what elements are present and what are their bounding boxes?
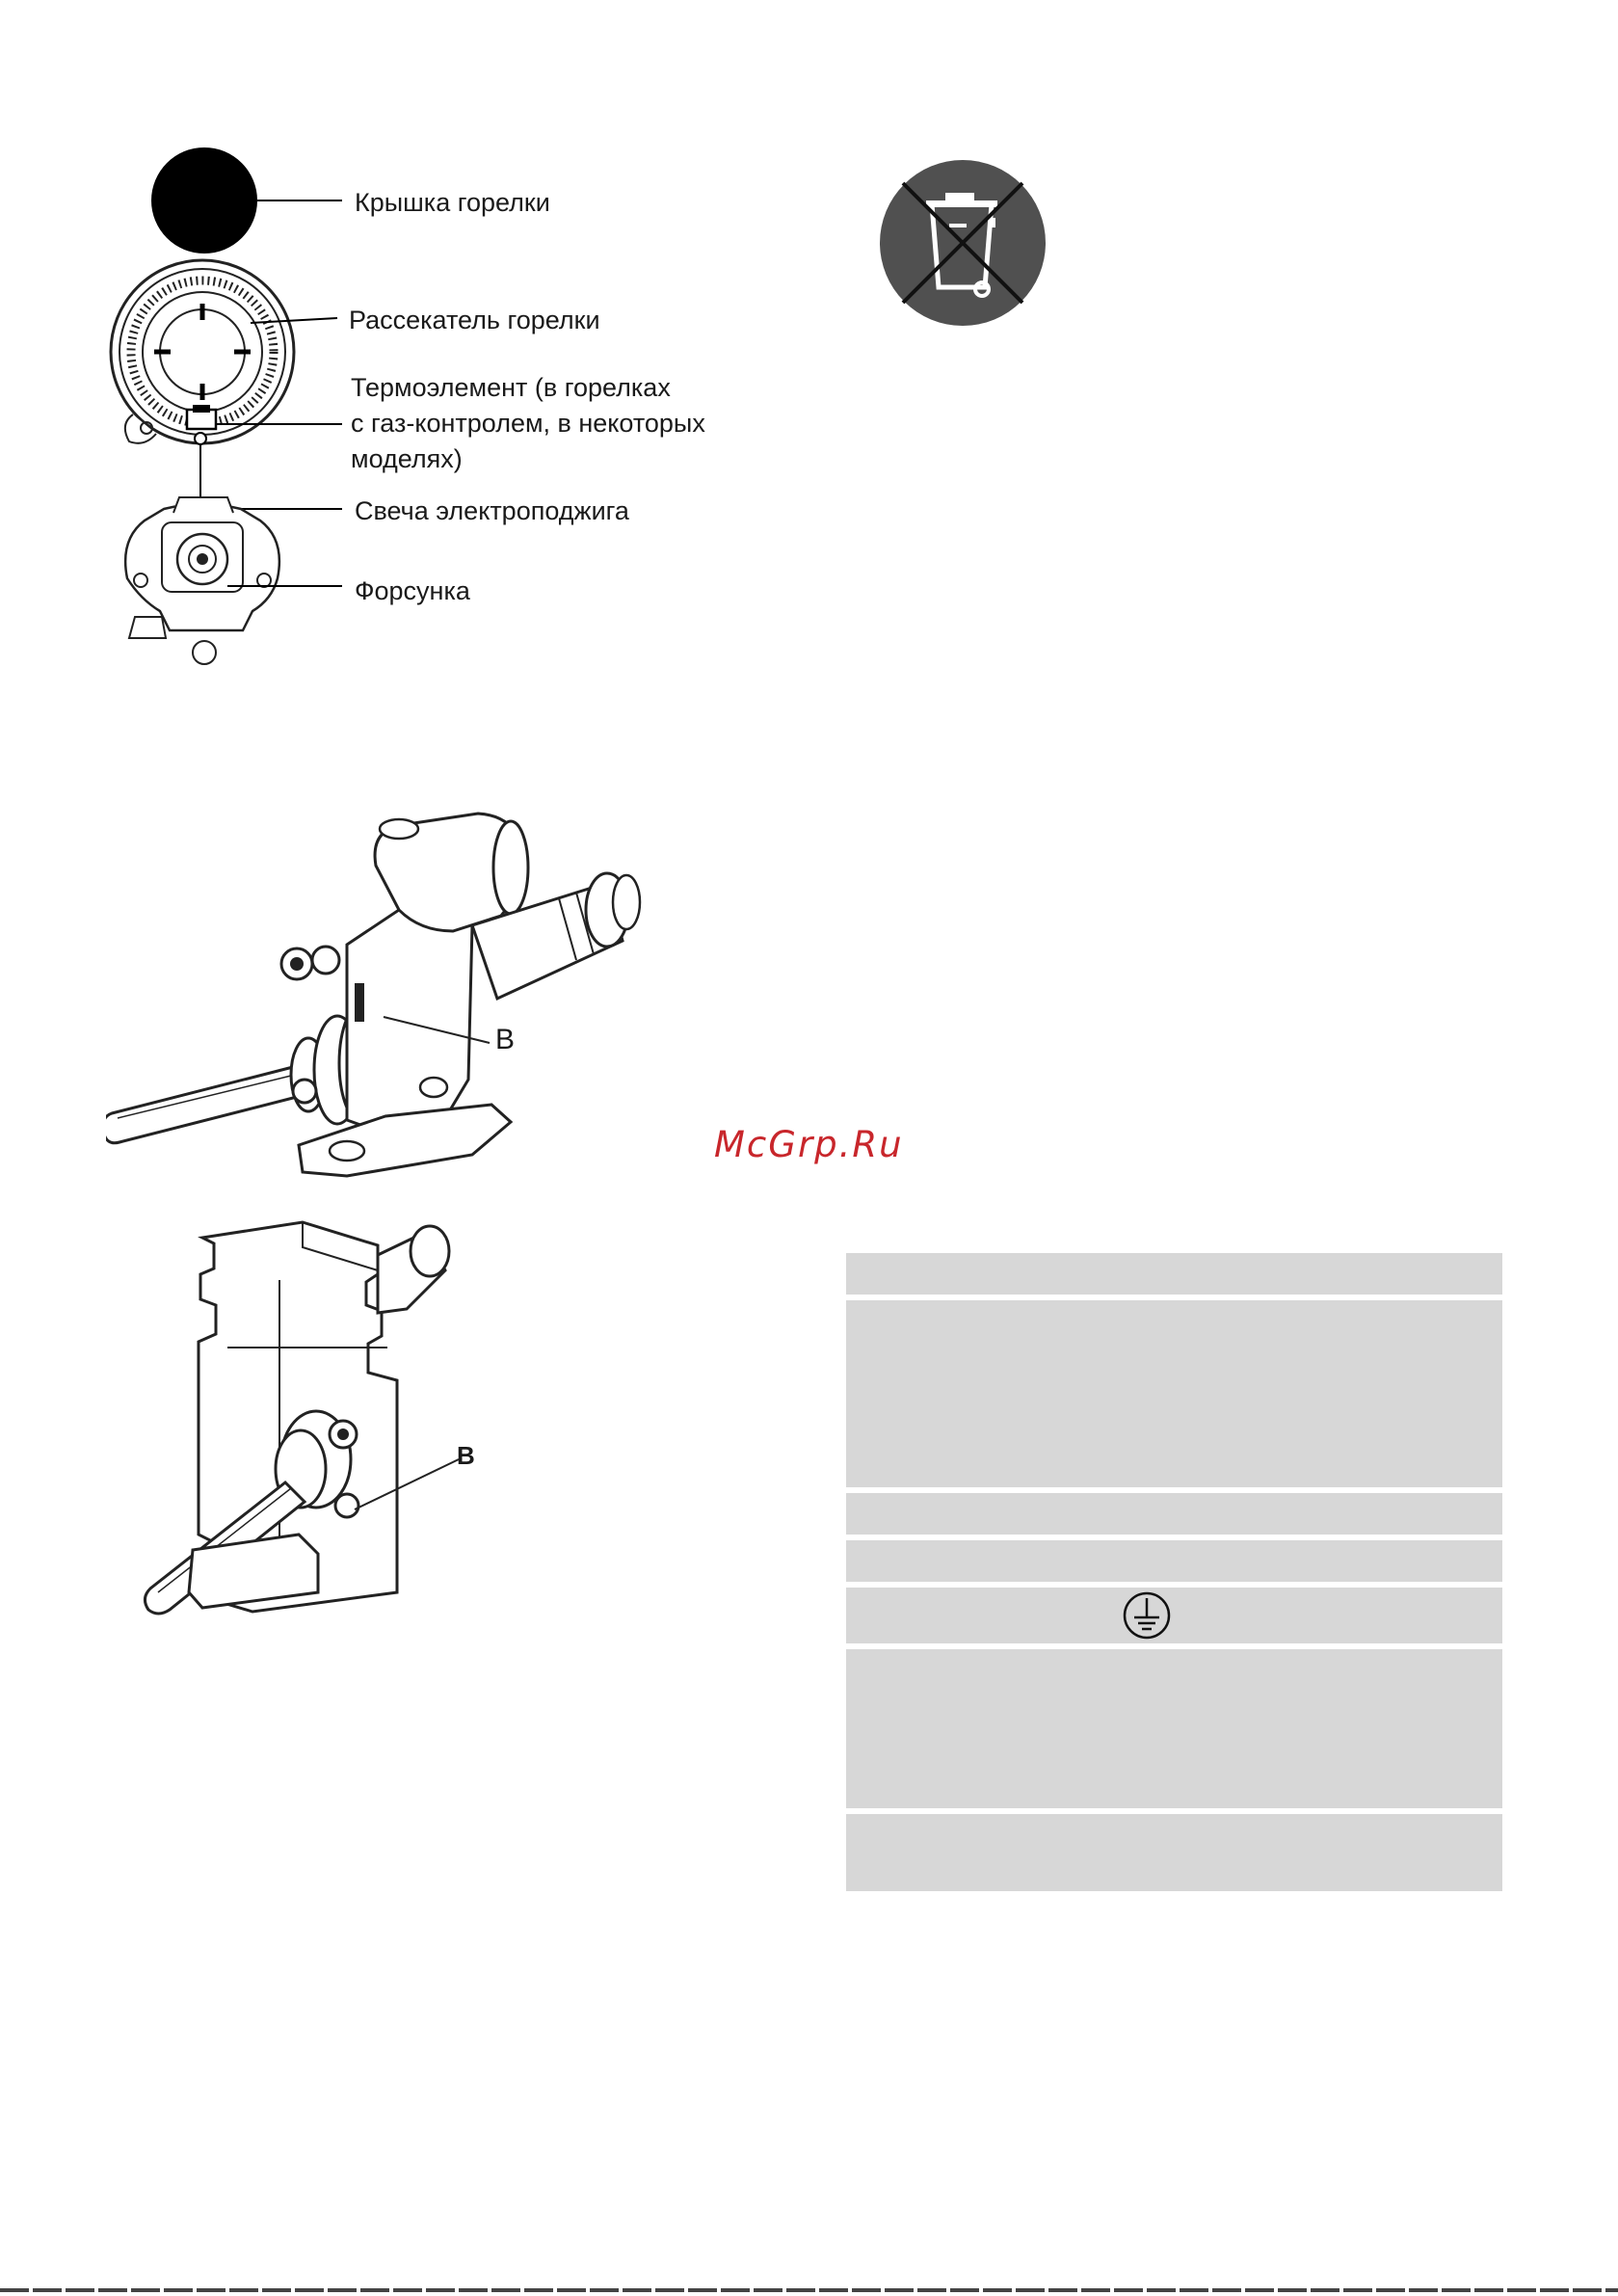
gas-valve-drawing-2 <box>125 1216 549 1641</box>
table-row <box>846 1493 1502 1535</box>
gas-valve-drawing-1 <box>106 790 646 1195</box>
label-spark-plug: Свеча электроподжига <box>355 496 629 525</box>
burner-diagram <box>106 145 742 684</box>
table-row <box>846 1540 1502 1582</box>
watermark: McGrp.Ru <box>714 1124 904 1165</box>
table-row <box>846 1588 1502 1643</box>
nozzle-housing-shape <box>125 497 342 664</box>
label-burner-cap: Крышка горелки <box>355 188 550 217</box>
crossed-out-wheelie-bin-icon <box>878 158 1048 328</box>
gas-valve-figure-2 <box>125 1216 549 1641</box>
label-thermoelement-2: с газ-контролем, в некоторых <box>351 409 705 438</box>
label-thermoelement-1: Термоэлемент (в горелках <box>351 373 671 402</box>
label-b-top: B <box>495 1024 516 1055</box>
label-burner-spreader: Рассекатель горелки <box>349 306 600 334</box>
table-row <box>846 1300 1502 1487</box>
page-bottom-rule <box>0 2288 1618 2292</box>
label-nozzle: Форсунка <box>355 576 470 605</box>
burner-cap-shape <box>151 147 257 254</box>
gas-valve-figure-1 <box>106 790 646 1195</box>
protective-earth-icon <box>1122 1590 1172 1641</box>
table-row <box>846 1814 1502 1891</box>
label-b-bottom: B <box>457 1441 475 1470</box>
label-thermoelement-3: моделях) <box>351 444 463 473</box>
table-row <box>846 1649 1502 1808</box>
table-row <box>846 1253 1502 1295</box>
